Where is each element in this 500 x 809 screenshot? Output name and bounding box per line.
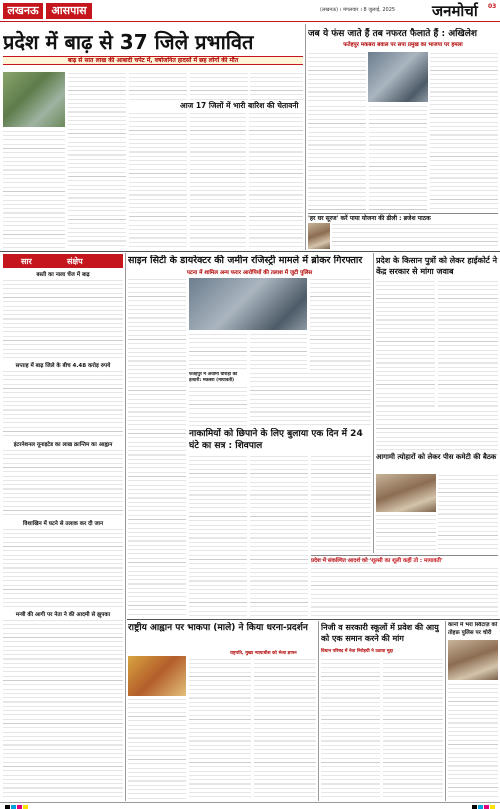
rashtriya-body-col3 — [254, 658, 316, 800]
sankshep-label: संक्षेप — [67, 257, 83, 266]
horizontal-rule — [0, 251, 500, 252]
flood-body-col8 — [249, 112, 303, 248]
flood-photo — [3, 72, 65, 127]
saar-item-body — [3, 619, 123, 799]
flood-subhead: बाढ़ से सात लाख की आबादी चपेट में, वर्षाजनित हादसों में छह लोगों की मौत — [67, 57, 239, 64]
school-subhead: विधान परिषद में नेता निरोहयी ने उठाया मुद्दा — [321, 649, 393, 654]
flood-inner-title: आज 17 जिलों में भारी बारिश की चेतावनी — [180, 101, 299, 110]
akhilesh-body-col2 — [430, 52, 498, 212]
color-swatch — [17, 805, 22, 809]
akhilesh-subhead: फतेहपुर मकबरा बवाल पर सपा प्रमुख का भाजपा पर हमला — [343, 42, 463, 48]
color-swatch — [5, 805, 10, 809]
teacher-headline-bar — [311, 555, 498, 565]
broker-photo — [189, 278, 307, 330]
broker-subhead: पटना में शामिल अन्य फरार आरोपियों की तलाश में जुटी पुलिस — [186, 270, 313, 276]
color-swatch — [484, 805, 489, 809]
nakamiyon-body-col2 — [250, 455, 308, 617]
rashtriya-headline: राष्ट्रीय आह्वान पर भाकपा (माले) ने किया धरना-प्रदर्शन — [128, 623, 308, 633]
kisan-headline: प्रदेश के किसान पुत्रों को लेकर हाईकोर्ट ने केंद्र सरकार से मांगा जवाब — [376, 256, 498, 276]
broker-body-col2 — [310, 278, 371, 370]
saar-header — [3, 254, 123, 268]
column-divider — [445, 621, 446, 801]
broker-body-col1 — [128, 278, 186, 370]
saar-label: सार — [21, 257, 32, 266]
nakamiyon-side-title: फतेहपुर में अधोमा चौराहा की हत्यारी: मकबरा (मायावती) — [189, 372, 238, 383]
flood-body-col3 — [129, 72, 187, 100]
akhilesh-body-col4 — [369, 105, 427, 211]
saar-item-title: बस्ती का नाला चेंज में बाढ़ — [36, 272, 90, 278]
pull-quote: 'हर घर सूरज' करें पाया योजना की ढीली : ब्रजेश पाठक — [308, 215, 431, 222]
nakamiyon-left-col — [128, 372, 186, 617]
akhilesh-body-col3 — [308, 105, 366, 211]
flood-body-col4 — [190, 72, 248, 100]
saar-item-title: विशाखिन में घटने से तलाक कर दी जान — [23, 521, 103, 527]
flood-body-col6 — [129, 112, 187, 248]
akhilesh-headline: जब ये फंस जाते हैं तब नफरत फैलाते हैं : अखिलेश — [308, 29, 477, 39]
color-swatch — [472, 805, 477, 809]
police-headline: कानों में भरा स्विटाज़ को तोहफ़ पुलिस पर चोरी — [448, 622, 498, 636]
saar-item-title: मन्त्री की आगी पर नेता ने की आदमी से झुपका — [15, 612, 111, 618]
tyohar-body-col1 — [438, 474, 498, 552]
broker-headline: साइन सिटी के डायरेक्टर की जमीन रजिस्ट्री मामले में ब्रोकर गिरफ्तार — [128, 255, 363, 266]
horizontal-rule — [127, 619, 500, 620]
teacher-headline: प्रदेश में संकल्पित आदर्श को 'शूल्सी का शूली कहीं तो : मायावती' — [311, 558, 443, 564]
dateline: (लखनऊ) । मंगलवार । 8 जुलाई, 2025 — [320, 7, 396, 13]
rashtriya-body-col2 — [189, 658, 251, 800]
school-headline: निजी व सरकारी स्कूलों में प्रवेश की आयु को एक समान करने की मांग — [321, 623, 439, 643]
pull-quote-bar — [308, 213, 498, 222]
police-body — [448, 683, 498, 800]
saar-item-title: इंटरनेशनल यूनाइटेड का लाख क्रान्तिम का आह्वान — [13, 442, 113, 448]
flood-body-col7 — [190, 112, 246, 248]
akhilesh-photo — [368, 52, 428, 102]
masthead — [0, 0, 500, 22]
saar-item-body — [3, 370, 123, 438]
flood-body-col5 — [250, 72, 303, 100]
nakamiyon-top-col — [250, 372, 371, 426]
footer-strip — [0, 802, 500, 809]
school-body-col1 — [321, 658, 380, 800]
column-divider — [305, 24, 306, 250]
kisan-more-body — [376, 410, 498, 450]
saar-item-title: सप्ताह में बाढ़ जिले के बीच 4.48 करोड़ रुपये — [15, 363, 111, 369]
pathak-photo — [308, 223, 330, 249]
section-tab-aaspaas: आसपास — [46, 3, 92, 19]
color-swatch — [23, 805, 28, 809]
police-photo — [448, 640, 498, 680]
nakamiyon-side-body — [189, 386, 247, 426]
column-divider — [125, 253, 126, 801]
column-divider — [318, 621, 319, 801]
teacher-body — [311, 567, 498, 617]
tyohar-body-col2 — [376, 514, 436, 552]
nakamiyon-body-col1 — [189, 455, 247, 617]
page-number: 03 — [488, 3, 497, 10]
broker-body-col3 — [189, 333, 247, 370]
kisan-body-col1 — [376, 280, 435, 408]
akhilesh-body-col1 — [308, 52, 366, 102]
pathak-body — [332, 223, 498, 249]
flood-body-col1 — [3, 130, 65, 248]
flood-headline: प्रदेश में बाढ़ से 37 जिले प्रभावित — [3, 30, 254, 54]
broker-body-col4 — [250, 333, 307, 370]
rashtriya-subhead: राष्ट्रपति, मुख्य न्यायाधीश को भेजा ज्ञापन — [230, 651, 297, 656]
color-swatch — [490, 805, 495, 809]
kisan-body-col2 — [438, 280, 498, 408]
flood-subhead-bar — [3, 56, 303, 65]
school-body-col2 — [383, 658, 443, 800]
column-divider — [373, 253, 374, 553]
saar-item-body — [3, 528, 123, 608]
logo: जनमोर्चा — [432, 2, 478, 20]
rashtriya-photo — [128, 656, 186, 696]
color-swatch — [11, 805, 16, 809]
color-swatch — [478, 805, 483, 809]
flood-body-col2 — [68, 72, 126, 248]
nakamiyon-headline: नाकामियों को छिपाने के लिए बुलाया एक दिन में 24 घंटे का सत्र : शिवपाल — [189, 429, 363, 451]
tyohar-photo — [376, 474, 436, 512]
saar-item-body — [3, 279, 123, 359]
saar-item-body — [3, 449, 123, 517]
rashtriya-body-col1 — [128, 698, 186, 800]
tyohar-headline: आगामी त्योहारों को लेकर पीस कमेटी की बैठक — [376, 453, 497, 461]
section-tab-lucknow: लखनऊ — [3, 3, 43, 19]
